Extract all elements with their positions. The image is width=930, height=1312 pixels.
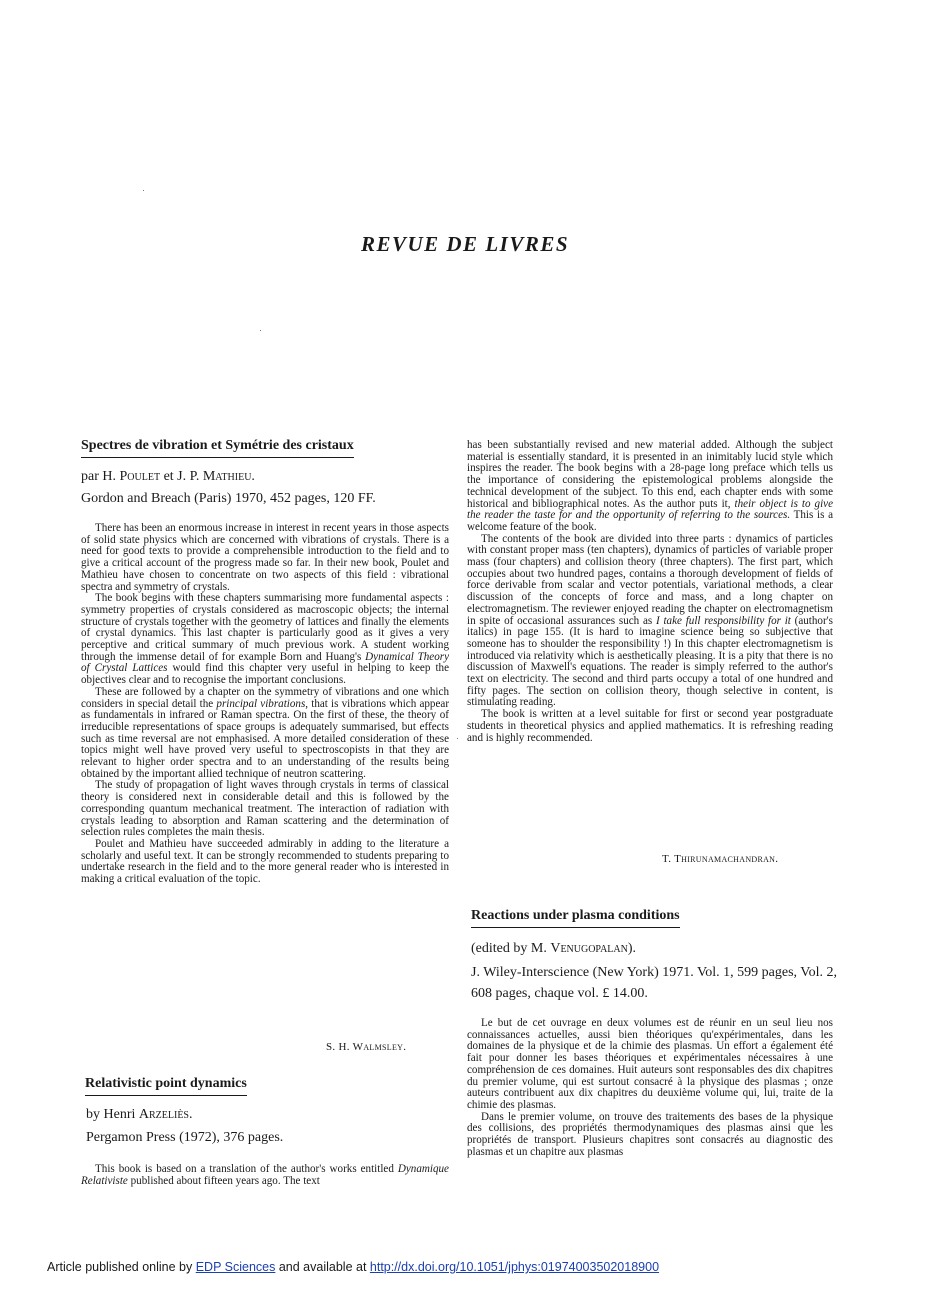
- review-heading-plasma: Reactions under plasma conditions: [471, 908, 680, 928]
- review-byline-spectres: [81, 466, 449, 487]
- author-name: Arzeliès: [138, 1107, 189, 1122]
- scan-speck: [457, 738, 458, 739]
- paragraph: The study of propagation of light waves through crystals in terms of classical theory is considered next in considerable detail and this is followed by the corresponding quantum mechanical treatment. The interaction of radiation with crystals leading to absorption and Raman scattering and the determination of selection rules completes the main thesis.: [81, 779, 449, 839]
- paragraph: has been substantially revised and new material added. Although the subject material is essentially standard, it is presented in an inimitably lucid style which inspires the reader. The book begins with a 28-page long preface which tells us the importance of considering the epistemological problems alongside the technical development of the subject. To this end, each chapter ends with some historical and bibliographical notes. As the author puts it, their object is to give the reader the taste for and the opportunity of referring to the sources. This is a welcome feature of the book.: [467, 439, 834, 533]
- byline-prefix: par H.: [81, 469, 120, 484]
- paragraph: Poulet and Mathieu have succeeded admirably in adding to the literature a scholarly and useful text. It can be strongly recommended to students preparing to undertake research in the field and to the more general reader who is interested in making a critical evaluation of the topic.: [81, 837, 449, 886]
- review-byline-relativistic: [86, 1104, 450, 1125]
- paragraph: The book begins with these chapters summarising more fundamental aspects : symmetry properties of crystals considered as macroscopic objects; the internal structure of crystals together with the geometry of lattices and finally the elements of crystal dynamics. This last chapter is particularly good as it gives a very perceptive and critical summary of much previous work. A student working through the immense detail of for example Born and Huang's Dynamical Theory of Crystal Lattices would find this chapter very useful in helping to keep the objectives clear and to recognise the important conclusions.: [81, 592, 449, 687]
- paragraph: The book is written at a level suitable for first or second year postgraduate students in theoretical physics and applied mathematics. It is refreshing reading and is highly recommended.: [467, 708, 833, 744]
- publication-footer: [47, 1260, 659, 1274]
- paragraph: Dans le premier volume, on trouve des traitements des bases de la physique des collisions, des propriétés thermodynamiques des plasmas ainsi que les propriétés de transport. Plusieurs chapitres sont consacrés au diagnostic des plasmas et un chapitre aux plasmas: [467, 1110, 833, 1158]
- review-byline-plasma: [471, 938, 837, 959]
- review-publisher-spectres: Gordon and Breach (Paris) 1970, 452 pages, 120 FF.: [81, 491, 376, 506]
- byline-mid: et J. P.: [160, 469, 203, 484]
- scan-speck: [260, 330, 261, 331]
- byline-prefix: (edited by M.: [471, 941, 551, 956]
- publisher-link[interactable]: EDP Sciences: [195, 1260, 276, 1274]
- byline-suffix: .: [251, 469, 255, 484]
- review-heading-relativistic: Relativistic point dynamics: [85, 1076, 247, 1096]
- review-body-spectres: [81, 523, 449, 886]
- review-body-plasma: [467, 1018, 833, 1158]
- footer-prefix: Article published online by: [47, 1260, 196, 1274]
- review-publisher-plasma: J. Wiley-Interscience (New York) 1971. Vol. 1, 599 pages, Vol. 2, 608 pages, chaque vol. £ 14.00.: [471, 965, 837, 1001]
- doi-link[interactable]: http://dx.doi.org/10.1051/jphys:01974003502018900: [369, 1260, 660, 1274]
- paragraph: There has been an enormous increase in interest in recent years in those aspects of solid state physics which are concerned with vibrations of crystals. There is a need for good texts to provide a comprehensible introduction to the field and to give a critical account of the progress made so far. In their new book, Poulet and Mathieu have chosen to concentrate on two aspects of this field : vibrational spectra and symmetry of crystals.: [81, 522, 449, 593]
- paragraph: Le but de cet ouvrage en deux volumes est de réunir en un seul lieu nos connaissances actuelles, aussi bien théoriques qu'expérimentales, dans les domaines de la physique et de la chimie des plasmas. Un effort a également été fait pour donner les bases théoriques et expérimentales nécessaires à une compréhension de ces domaines. Huit auteurs sont responsables des dix chapitres du premier volume, qui est surtout consacré à la physique des plasmas ; onze auteurs contribuent aux dix chapitres du deuxième volume qui, lui, traite de la chimie des plasmas.: [467, 1017, 833, 1111]
- byline-prefix: by Henri: [86, 1107, 139, 1122]
- review-body-relativistic-start: [81, 1164, 449, 1187]
- author-name: Poulet: [119, 469, 161, 484]
- review-body-relativistic-cont: [467, 440, 833, 744]
- author-name: Venugopalan: [550, 941, 628, 956]
- reviewer-signature: T. Thirunamachandran.: [662, 853, 779, 865]
- page-title: REVUE DE LIVRES: [360, 232, 570, 256]
- review-publisher-relativistic: Pergamon Press (1972), 376 pages.: [86, 1130, 284, 1145]
- scan-speck: [143, 190, 144, 191]
- byline-suffix: ).: [627, 941, 637, 956]
- paragraph: The contents of the book are divided into three parts : dynamics of particles with constant proper mass (ten chapters), dynamics of particles of variable proper mass (four chapters) and collision theory (three chapters). The first part, which occupies about two hundred pages, contains a thorough development of fields of force derivable from scalar and vector potentials, variational methods, a clear discussion of the concepts of force and mass, and a long chapter on electromagnetism. The reviewer enjoyed reading the chapter on electromagnetism in spite of occasional assurances such as I take full responsibility for it (author's italics) in page 155. (It is hard to imagine science being so subjective that someone has to shoulder the responsibility !) In this chapter electromagnetism is introduced via relativity which is aesthetically pleasing. It is a pity that there is no discussion of Maxwell's equations. The reader is simply referred to the author's text on electricity. The second and third parts occupy a total of one hundred and fifty pages. The section on collision theory, though selective in content, is stimulating reading.: [467, 532, 833, 709]
- author-name: Mathieu: [202, 469, 252, 484]
- paragraph: This book is based on a translation of the author's works entitled Dynamique Relativiste published about fifteen years ago. The text: [81, 1163, 449, 1187]
- footer-middle: and available at: [275, 1260, 370, 1274]
- review-heading-spectres: Spectres de vibration et Symétrie des cristaux: [81, 438, 354, 458]
- byline-suffix: .: [189, 1107, 193, 1122]
- reviewer-signature: S. H. Walmsley.: [326, 1041, 407, 1053]
- paragraph: These are followed by a chapter on the symmetry of vibrations and one which considers in special detail the principal vibrations, that is vibrations which appear as fundamentals in infrared or Raman spectra. On the first of these, the theory of irreducible representations of space groups is adequately summarised, but effects such as time reversal are not emphasised. A more detailed consideration of these topics might well have proved very useful to spectroscopists in that they are relevant to higher order spectra and to an understanding of the results being obtained by the important allied technique of neutron scattering.: [81, 685, 450, 780]
